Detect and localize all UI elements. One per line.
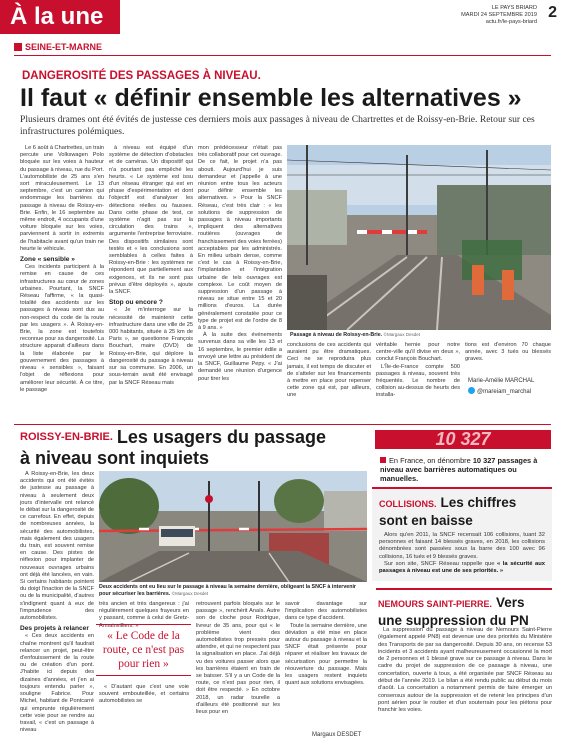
paragraph: La suppression du passage à niveau de Nemours Saint-Pierre (également appelé PN8) est devenue une des priorités du Ministère des Transports de par sa dangerosité. Depuis 30 ans, on recense 53 incidents et 3 accidents ayant malheureusement occasionné la mort de 2 personnes et 1 blessé grave sur ce passage à niveau. Dans le cadre du projet de suppression de ce passage à niveau, une concertation, ouverte à tous, a été organisée par SNCF Réseau au début de l'année 2019. Le bilan a été rendu public au début du mois d'août. La concertation a notamment permis de faire émerger un consensus autour de la suppression et de retenir les principes d'un pont aérien pour le routier et d'un souterrain pour les piétons pour franchir les voies. <box>378 627 552 714</box>
article1-column-3 <box>198 145 282 415</box>
nemours-headline-line1: Vers <box>496 595 525 610</box>
paper-url: actu.fr/le-pays-briard <box>485 19 537 25</box>
stat-text <box>380 456 550 483</box>
collisions-headline-line1: Les chiffres <box>440 495 517 510</box>
article1-lede: Plusieurs drames ont été évités de justesse ces derniers mois aux passages à niveau de Chartrettes et de Roissy-en-Brie. Retour sur ces infrastructures polémiques. <box>20 114 535 137</box>
paragraph: « D'autant que c'est une voie souvent embouteillée, et certains automobilistes se <box>99 683 189 705</box>
article1-column-2 <box>109 145 193 415</box>
article2-kicker: ROISSY-EN-BRIE. <box>20 431 113 443</box>
article2-column-3 <box>196 601 280 746</box>
paragraph: très ancien et très dangereux : j'ai régulièrement quelques frayeurs en y passant, comme à celui de Gretz-Armainvilliers. » <box>99 601 189 629</box>
paper-name: LE PAYS BRIARD <box>491 5 537 11</box>
nemours-kicker: NEMOURS SAINT-PIERRE. <box>378 599 493 609</box>
paragraph: savoir davantage sur l'implication des automobilistes dans ce type d'accident. <box>285 601 367 622</box>
photo2-caption <box>99 584 365 597</box>
collisions-p2-bold: « la sécurité aux passages à niveau est une de ses priorités. » <box>379 560 545 575</box>
article2-title <box>20 427 326 469</box>
subheading: Stop ou encore ? <box>109 299 163 307</box>
crossing-repair-photo <box>99 471 367 582</box>
pull-quote: « Le Code de la route, ce n'est pas pour rien » <box>96 624 191 676</box>
paragraph: véritable hernie pour notre centre-ville qu'il divise en deux », conclut François Bouchart. <box>376 342 460 363</box>
article2-headline-line1: Les usagers du passage <box>116 427 326 447</box>
paragraph: « Je m'interroge sur la nécessité de maintenir cette infrastructure dans une ville de 25 000 habitants, située à 25 km de Paris », se questionne François Bouchart, maire (DVD) de Roissy-en-Brie, qui déplore la dangerosité du passage à niveau sur sa commune. En 2006, un sous-terrain avait été envisagé par la SNCF Réseau mais <box>109 307 193 386</box>
section-badge: À la une <box>0 0 120 34</box>
caption-text: Passage à niveau de Roissy-en-Brie. <box>290 332 383 338</box>
collisions-box <box>372 487 552 581</box>
photo-credit: ©Margaux Desdet <box>383 332 420 337</box>
twitter-icon <box>468 387 475 394</box>
subheading: Des projets à relancer <box>20 625 89 633</box>
paragraph: L'Île-de-France compte 500 passages à niveau, souvent très fréquentés. Le nombre de collision au-dessus de heurts des installa- <box>376 363 460 399</box>
article2-column-1 <box>20 471 94 746</box>
rubric-square <box>14 43 22 51</box>
paragraph <box>379 561 545 575</box>
issue-date: MARDI 24 SEPTEMBRE 2019 <box>461 12 537 18</box>
page-number: 2 <box>548 4 557 21</box>
paragraph: retrouvent parfois bloqués sur le passage », renchérit Anaïs. Autre son de cloche pour Rodrigue, livreur de 35 ans, pour qui « le problème vient des automobilistes trop pressés pour attendre, et qui ne respectent pas la signalisation en place. J'ai déjà vu des voitures passer alors que les barrières étaient en train de se baisser. S'il y a un Code de la route, ce n'est pas pour rien, il doit être respecté. » En octobre 2018, un radar tourelle a d'ailleurs été positionné sur les lieux pour en <box>196 601 280 716</box>
paragraph: Toute la semaine dernière, une déviation a été mise en place autour du passage à niveau et la SNCF était présente pour réparer et réaliser les travaux de sécurisation pour permettre la réouverture du passage. Mais les usagers restent inquiets quant aux solutions envisagées. <box>285 622 367 687</box>
paragraph: Ces incidents participent à la remise en cause de ces infrastructures au cœur de zones urbaines. Pourtant, la SNCF Réseau l'affirme, « la quasi-totalité des accidents sur les passages à niveau sont dus au non-respect du code de la route par les usagers ». À Roissy-en-Brie, la zone est toutefois reconnue pour sa dangerosité. La structure apparait d'ailleurs dans la liste élaborée par le gouvernement des passages à niveau « sensibles », faisant l'objet de réflexions pour améliorer leur sécurité. À ce titre, le passage <box>20 264 104 393</box>
paragraph: Le 6 août à Chartrettes, un train percute une Volkswagen Polo bloquée sur les voies à hauteur du passage à niveau, rue du Port. L'automobiliste de 25 ans s'en sort miraculeusement. Le 13 septembre, c'est un camion qui endommage les barrières du passage à niveau de Roissy-en-Brie. Enfin, le 16 septembre au même endroit, 4 occupants d'une voiture bloquée sur les voies, parviennent à sortir in extremis de l'habitacle avant qu'un train ne heurte le véhicule. <box>20 145 104 252</box>
railway-crossing-photo <box>287 145 551 330</box>
article2-signature: Margaux DESDET <box>312 732 362 738</box>
subheading: Zone « sensible » <box>20 256 75 264</box>
nemours-headline-line2: une suppression du PN <box>378 613 529 628</box>
caption-text: Deux accidents ont eu lieu sur le passage à niveau la semaine dernière, obligeant la SNCF à intervenir pour sécuriser les barrières. <box>99 584 356 597</box>
paragraph: « Ces deux accidents en chaîne montrent qu'il faudrait relancer un projet, peut-être d'enfouissement de la route ou de création d'un pont. J'habite ici depuis des dizaines d'années, et j'en ai toujours entendu parler », souligne Fabrice. Pour Michel, habitant de Pontcarré qui emprunte régulièrement cette voie pour se rendre au travail, « c'est un passage à niveau <box>20 633 94 734</box>
photo1-caption <box>290 332 550 339</box>
collisions-title <box>372 489 552 530</box>
nemours-body <box>378 627 552 747</box>
page-header <box>0 0 565 36</box>
stat-square <box>380 457 386 463</box>
article2-headline-line2: à niveau sont inquiets <box>20 448 210 468</box>
paragraph: conclusions de ces accidents qui auraient pu être dramatiques. Ceci ne se reproduira plus jamais, il est temps de discuter et de s'atteler sur les financements à mettre en place pour repenser cette zone qui est, par ailleurs, une <box>287 342 371 399</box>
crossing-repair-illustration <box>99 471 367 582</box>
paragraph: À la suite des événements survenus dans sa ville les 13 et 16 septembre, le premier édile a envoyé une lettre au président de la SNCF, Guillaume Pepy. « J'ai demandé une réunion d'urgence pour tirer les <box>198 332 282 382</box>
railway-crossing-illustration <box>287 145 551 330</box>
photo-credit: ©Margaux Desdet <box>171 590 209 596</box>
article1-column-1 <box>20 145 104 415</box>
collisions-body <box>372 530 552 590</box>
rubric-label: SEINE-ET-MARNE <box>25 42 103 52</box>
header-meta <box>461 5 537 26</box>
paragraph: mon prédécesseur n'était pas très collaboratif pour cet ouvrage. De ce fait, le projet n'a pas abouti. Aujourd'hui je suis demandeur et j'appelle à une réunion entre tous les acteurs pour définir ensemble les alternatives. » Pour la SNCF Réseau, c'est très clair : « les solutions de suppression de passages à niveau importants impliquent des alternatives routières (ouvrages de franchissement des voies ferrées) acceptables par les administrés. En milieu urbain dense, comme c'est le cas à Roissy-en-Brie, l'implantation et l'intégration urbaine de tels ouvrages est complexe. Le coût moyen de suppression d'un passage à niveau se situe entre 15 et 20 millions d'euros. La durée généralement constatée pour ce type de projet est de l'ordre de 8 à 9 ans. » <box>198 145 282 332</box>
stat-bold: 10 327 passages à niveau avec barrières automatiques ou manuelles. <box>380 456 538 483</box>
twitter-handle: @mareiam_marchal <box>477 389 532 395</box>
article1-column-4 <box>287 342 371 420</box>
paragraph: Alors qu'en 2011, la SNCF recensait 106 collisions, tuant 32 personnes et faisant 14 blessés graves, en 2018, les collisions dénombrées sont passées sous la barre des 100 avec 96 collisions, 16 tués et 9 blessés graves. <box>379 532 545 560</box>
nemours-rule <box>376 588 552 590</box>
article1-column-5 <box>376 342 460 420</box>
section-divider <box>14 424 551 425</box>
stat-prefix: En France, on dénombre <box>389 456 473 465</box>
article1-signature: Marie-Amélie MARCHAL <box>468 378 535 384</box>
collisions-headline-line2: sont en baisse <box>379 513 473 528</box>
article1-column-6 <box>465 342 551 382</box>
paragraph: à niveau est équipé d'un système de détection d'obstacles et de caméras. Un dispositif qui n'a pourtant pas empêché les heurts. « Le système est issu d'un réseau étranger qui est en phase d'expérimentation et dont l'objectif est d'analyser les détections réelles ou fausses. Dans cette phase de test, ce système n'agit pas sur la circulation des trains », argumente l'entreprise ferroviaire. Des dispositifs similaires sont testés et « les conclusions sont semblables à celles faites à Roissy-en-Brie : les systèmes ne répondent que partiellement aux exigences, et ils ne sont pas prévus d'être déployés », ajoute la SNCF. <box>109 145 193 296</box>
stat-number: 10 327 <box>435 429 491 449</box>
article1-twitter[interactable] <box>468 387 531 395</box>
rubric-rule <box>14 55 551 56</box>
article2-column-4 <box>285 601 367 746</box>
paragraph: tions est d'environ 70 chaque année, avec 3 tués ou blessés graves. <box>465 342 551 363</box>
rubric <box>14 42 102 52</box>
collisions-p2-prefix: Sur son site, SNCF Réseau rappelle que <box>384 560 498 567</box>
paragraph: À Roissy-en-Brie, les deux accidents qui ont été évités de justesse au passage à niveau à seulement deux jours d'intervalle ont relancé le débat sur la dangerosité de ce carrefour. En effet, depuis de nombreuses années, la sécurité des automobilistes, mais également des usagers du train, est souvent remise en cause. Des pistes de réflexion pour implanter de nouveaux ouvrages urbains ont déjà été lancées, en vain. Si certains habitants pointent du doigt l'inaction de la SNCF ou de la municipalité, d'autres s'indignent quant à eux de l'imprudence des automobilistes. <box>20 471 94 622</box>
collisions-kicker: COLLISIONS. <box>379 499 437 509</box>
article1-kicker: DANGEROSITÉ DES PASSAGES À NIVEAU. <box>22 70 261 82</box>
nemours-title <box>378 594 552 630</box>
article1-headline: Il faut « définir ensemble les alternatives » <box>20 84 522 112</box>
